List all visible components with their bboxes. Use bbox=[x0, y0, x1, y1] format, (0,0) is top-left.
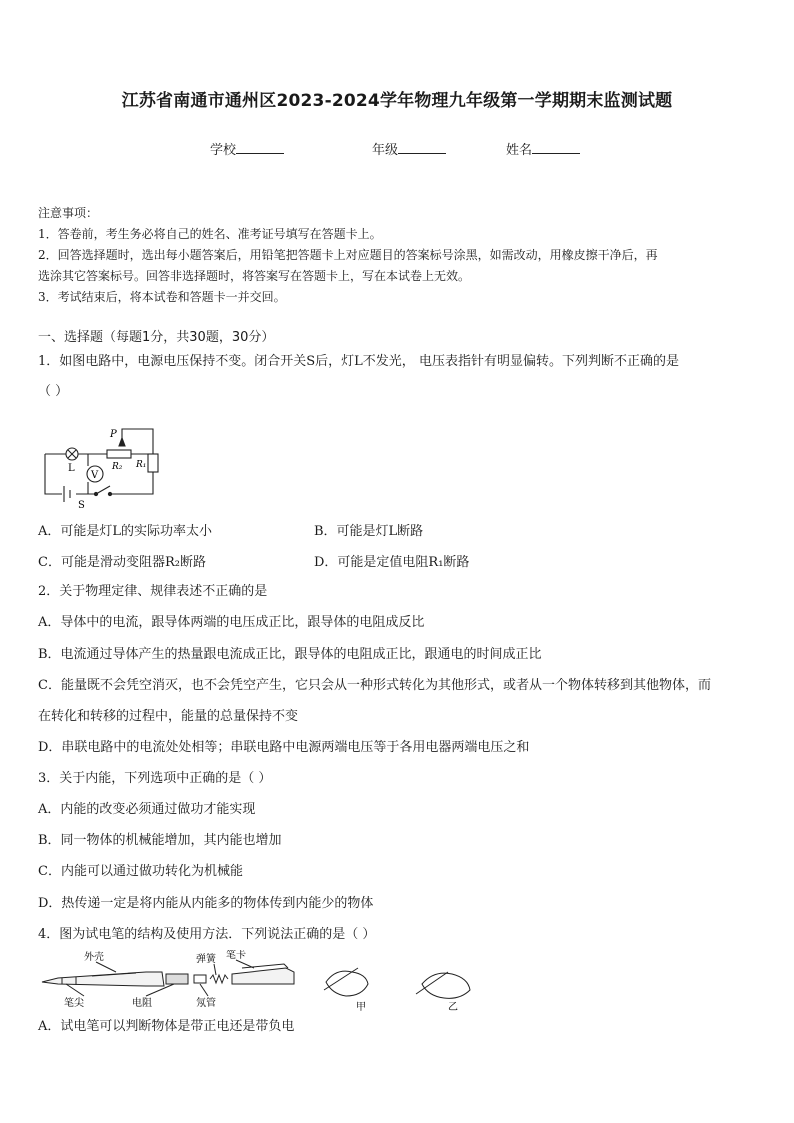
q1-option-d: D．可能是定值电阻R₁断路 bbox=[314, 555, 470, 570]
circuit-label-p: P bbox=[110, 429, 117, 440]
q1-circuit-diagram bbox=[40, 424, 170, 510]
grade-blank bbox=[398, 141, 446, 154]
q2-option-d: D．串联电路中的电流处处相等；串联电路中电源两端电压等于各用电器两端电压之和 bbox=[38, 740, 530, 755]
q2-option-a: A．导体中的电流，跟导体两端的电压成正比，跟导体的电阻成反比 bbox=[38, 615, 425, 630]
pen-label-shell: 外壳 bbox=[84, 952, 104, 963]
page-title: 江苏省南通市通州区2023-2024学年物理九年级第一学期期末监测试题 bbox=[121, 91, 673, 111]
name-label: 姓名 bbox=[506, 143, 533, 158]
pen-label-jia: 甲 bbox=[356, 1002, 366, 1012]
notice-block bbox=[38, 203, 758, 308]
school-field bbox=[210, 139, 284, 158]
q4-test-pen-diagram bbox=[36, 950, 496, 1012]
school-blank bbox=[236, 141, 284, 154]
notice-heading: 注意事项： bbox=[38, 206, 99, 220]
q3-option-c: C．内能可以通过做功转化为机械能 bbox=[38, 864, 243, 879]
q3-stem: 3．关于内能，下列选项中正确的是（ ） bbox=[38, 771, 272, 786]
name-field bbox=[506, 139, 580, 158]
q3-option-b: B．同一物体的机械能增加，其内能也增加 bbox=[38, 833, 282, 848]
pen-label-neon: 氖管 bbox=[196, 998, 216, 1009]
q1-stem-paren: （ ） bbox=[38, 384, 69, 399]
q1-option-a: A．可能是灯L的实际功率太小 bbox=[38, 524, 213, 539]
grade-field bbox=[372, 139, 446, 158]
q3-option-d: D．热传递一定是将内能从内能多的物体传到内能少的物体 bbox=[38, 896, 374, 911]
school-label: 学校 bbox=[210, 143, 237, 158]
pen-label-tip: 笔尖 bbox=[64, 998, 84, 1009]
circuit-label-r2: R₂ bbox=[112, 462, 123, 472]
section-heading: 一、选择题（每题1分，共30题，30分） bbox=[38, 330, 275, 345]
q4-option-a: A．试电笔可以判断物体是带正电还是带负电 bbox=[38, 1019, 295, 1034]
q1-stem: 1．如图电路中，电源电压保持不变。闭合开关S后，灯L不发光， 电压表指针有明显偏转。下列判断不正确的是 bbox=[38, 354, 679, 369]
pen-label-yi: 乙 bbox=[448, 1002, 458, 1012]
q3-option-a: A．内能的改变必须通过做功才能实现 bbox=[38, 802, 256, 817]
pen-label-clip: 笔卡 bbox=[226, 950, 246, 961]
q1-option-b: B．可能是灯L断路 bbox=[314, 524, 424, 539]
pen-label-resistor: 电阻 bbox=[132, 998, 152, 1009]
q2-option-b: B．电流通过导体产生的热量跟电流成正比，跟导体的电阻成正比，跟通电的时间成正比 bbox=[38, 647, 542, 662]
name-blank bbox=[532, 141, 580, 154]
notice-item: 3．考试结束后，将本试卷和答题卡一并交回。 bbox=[38, 290, 286, 304]
notice-item: 2．回答选择题时，选出每小题答案后，用铅笔把答题卡上对应题目的答案标号涂黑，如需改动，用橡皮擦干净后，再 bbox=[38, 248, 658, 262]
notice-item: 1．答卷前，考生务必将自己的姓名、准考证号填写在答题卡上。 bbox=[38, 227, 382, 241]
pen-label-spring: 弹簧 bbox=[196, 954, 216, 965]
q2-stem: 2．关于物理定律、规律表述不正确的是 bbox=[38, 584, 268, 599]
circuit-label-l: L bbox=[68, 463, 75, 474]
circuit-label-r1: R₁ bbox=[136, 460, 147, 470]
notice-item: 选涂其它答案标号。回答非选择题时，将答案写在答题卡上，写在本试卷上无效。 bbox=[38, 269, 471, 283]
q4-stem: 4．图为试电笔的结构及使用方法．下列说法正确的是（ ） bbox=[38, 927, 376, 942]
grade-label: 年级 bbox=[372, 143, 399, 158]
circuit-label-s: S bbox=[78, 500, 85, 510]
circuit-label-v: V bbox=[91, 470, 99, 481]
q2-option-c: C．能量既不会凭空消灭，也不会凭空产生，它只会从一种形式转化为其他形式，或者从一个物体转移到其他物体，而 bbox=[38, 678, 711, 693]
q1-option-c: C．可能是滑动变阻器R₂断路 bbox=[38, 555, 206, 570]
q2-option-c-cont: 在转化和转移的过程中，能量的总量保持不变 bbox=[38, 709, 299, 724]
